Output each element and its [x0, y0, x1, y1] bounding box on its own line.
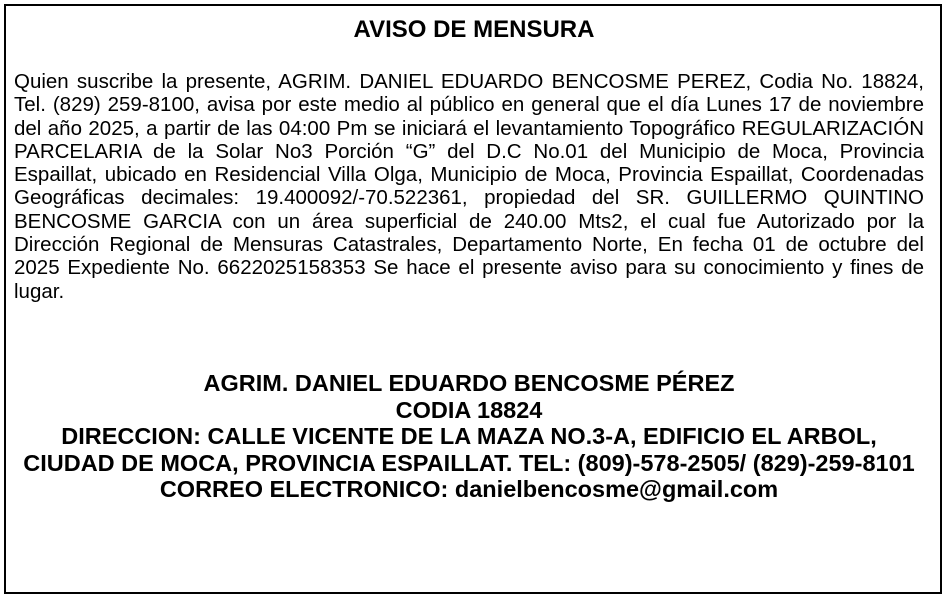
address-line: DIRECCION: CALLE VICENTE DE LA MAZA NO.3-A, EDIFICIO EL ARBOL,: [61, 423, 877, 449]
notice-title: AVISO DE MENSURA: [353, 16, 595, 43]
surveyor-name: AGRIM. DANIEL EDUARDO BENCOSME PÉREZ: [203, 370, 735, 396]
email-line: CORREO ELECTRONICO: danielbencosme@gmail.com: [159, 476, 779, 502]
codia-number: CODIA 18824: [395, 396, 543, 423]
signature-block: [10, 370, 928, 503]
city-phone-line: CIUDAD DE MOCA, PROVINCIA ESPAILLAT. TEL: (809)-578-2505/ (829)-259-8101: [23, 449, 915, 476]
notice-body: Quien suscribe la presente, AGRIM. DANIEL EDUARDO BENCOSME PEREZ, Codia No. 18824, Tel. (829) 259-8100, avisa por este medio al público en general que el día Lunes 17 de noviembre del año 2025, a partir de las 04:00 Pm se iniciará el levantamiento Topográfico REGULARIZACIÓN PARCELARIA de la Solar No3 Porción “G” del D.C No.01 del Municipio de Moca, Provincia Espaillat, ubicado en Residencial Villa Olga, Municipio de Moca, Provincia Espaillat, Coordenadas Geográficas decimales: 19.400092/-70.522361, propiedad del SR. GUILLERMO QUINTINO BENCOSME GARCIA con un área superficial de 240.00 Mts2, el cual fue Autorizado por la Dirección Regional de Mensuras Catastrales, Departamento Norte, En fecha 01 de octubre del 2025 Expediente No. 6622025158353 Se hace el presente aviso para su conocimiento y fines de lugar.: [14, 70, 924, 303]
